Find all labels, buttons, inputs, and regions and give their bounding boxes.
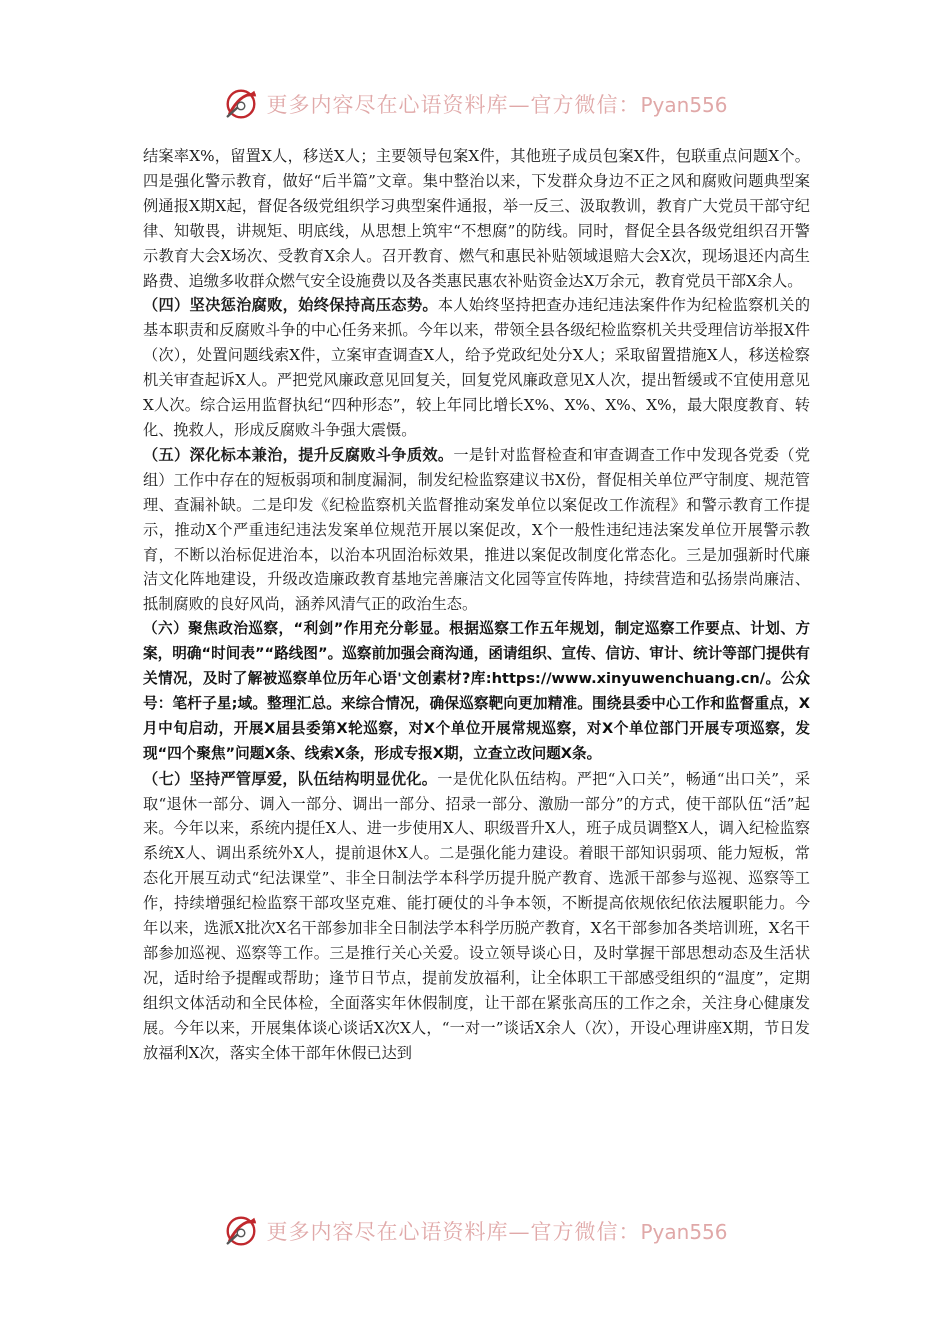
pen-logo-icon <box>222 1212 260 1250</box>
section-4-heading: （四）坚决惩治腐败，始终保持高压态势。 <box>143 296 438 315</box>
section-5-text: 一是针对监督检查和审查调查工作中发现各党委（党组）工作中存在的短板弱项和制度漏洞，制发纪检监察建议书X份，督促相关单位严守制度、规范管理、查漏补缺。二是印发《纪检监察机关监督推动案发单位以案促改工作流程》和警示教育工作提示，推动X个严重违纪违法发案单位规范开展以案促改，X个一般性违纪违法案发单位开展警示教育，不断以治标促进治本，以治本巩固治标效果，推进以案促改制度化常态化。三是加强新时代廉洁文化阵地建设，升级改造廉政教育基地完善廉洁文化园等宣传阵地，持续营造和弘扬崇尚廉洁、抵制腐败的良好风尚，涵养风清气正的政治生态。 <box>143 445 811 614</box>
banner-wechat-id: Pyan556 <box>640 93 728 117</box>
banner-text <box>266 1216 727 1246</box>
paragraph-section-6: （六）聚焦政治巡察，“利剑”作用充分彰显。根据巡察工作五年规划，制定巡察工作要点、计划、方案，明确“时间表”“路线图”。巡察前加强会商沟通，函请组织、宣传、信访、审计、统计等部门提供有关情况，及时了解被巡察单位历年心语'文创素材?库:https://www.xinyuwenchuang.cn/。公众号：笔杆子星;域。整理汇总。来综合情况，确保巡察靶向更加精准。围绕县委中心工作和监督重点，X月中旬启动，开展X届县委第X轮巡察，对X个单位开展常规巡察，对X个单位部门开展专项巡察，发现“四个聚焦”问题X条、线索X条，形成专报X期，立查立改问题X条。 <box>143 620 810 762</box>
section-5-heading: （五）深化标本兼治，提升反腐败斗争质效。 <box>143 445 454 464</box>
footer-banner <box>0 1211 950 1251</box>
banner-text <box>266 89 727 119</box>
banner-text-label: 更多内容尽在心语资料库—官方微信： <box>266 93 641 117</box>
section-7-heading: （七）坚持严管厚爱，队伍结构明显优化。 <box>143 769 438 788</box>
paragraph-continued: 结案率X%，留置X人，移送X人；主要领导包案X件，其他班子成员包案X件，包联重点问题X个。四是强化警示教育，做好“后半篇”文章。集中整治以来，下发群众身边不正之风和腐败问题典型案例通报X期X起，督促各级党组织学习典型案件通报，举一反三、汲取教训，教育广大党员干部守纪律、知敬畏，讲规矩、明底线，从思想上筑牢“不想腐”的防线。同时，督促全县各级党组织召开警示教育大会X场次、受教育X余人。召开教育、燃气和惠民补贴领域退赔大会X次，现场退还内高生路费、追缴多收群众燃气安全设施费以及各类惠民惠农补贴资金达X万余元，教育党员干部X余人。 <box>143 147 810 290</box>
document-body <box>143 144 810 1066</box>
paragraph-section-4 <box>143 293 810 442</box>
paragraph-section-7 <box>143 767 810 1066</box>
section-7-text: 一是优化队伍结构。严把“入口关”，畅通“出口关”，采取“退休一部分、调入一部分、调出一部分、招录一部分、激励一部分”的方式，使干部队伍“活”起来。今年以来，系统内提任X人、进一步使用X人、职级晋升X人，班子成员调整X人，调入纪检监察系统X人、调出系统外X人，提前退休X人。二是强化能力建设。着眼干部知识弱项、能力短板，常态化开展互动式“纪法课堂”、非全日制法学本科学历提升脱产教育、选派干部参与巡视、巡察等工作，持续增强纪检监察干部攻坚克难、能打硬仗的斗争本领，不断提高依规依纪依法履职能力。今年以来，选派X批次X名干部参加非全日制法学本科学历脱产教育，X名干部参加各类培训班，X名干部参加巡视、巡察等工作。三是推行关心关爱。设立领导谈心日，及时掌握干部思想动态及生活状况，适时给予提醒或帮助；逢节日节点，提前发放福利，让全体职工干部感受组织的“温度”，定期组织文体活动和全民体检，全面落实年休假制度，让干部在紧张高压的工作之余，关注身心健康发展。今年以来，开展集体谈心谈话X次X人，“一对一”谈话X余人（次），开设心理讲座X期，节日发放福利X次，落实全体干部年休假已达到 <box>143 769 811 1062</box>
paragraph-section-5 <box>143 443 810 617</box>
banner-wechat-id: Pyan556 <box>640 1220 728 1244</box>
header-banner <box>0 84 950 124</box>
section-4-text: 本人始终坚持把查办违纪违法案件作为纪检监察机关的基本职责和反腐败斗争的中心任务来抓。今年以来，带领全县各级纪检监察机关共受理信访举报X件（次），处置问题线索X件，立案审查调查X人，给予党政纪处分X人；采取留置措施X人，移送检察机关审查起诉X人。严把党风廉政意见回复关，回复党风廉政意见X人次，提出暂缓或不宜使用意见X人次。综合运用监督执纪“四种形态”，较上年同比增长X%、X%、X%、X%，最大限度教育、转化、挽救人，形成反腐败斗争强大震慑。 <box>143 296 811 439</box>
pen-logo-icon <box>222 85 260 123</box>
banner-text-label: 更多内容尽在心语资料库—官方微信： <box>266 1220 641 1244</box>
